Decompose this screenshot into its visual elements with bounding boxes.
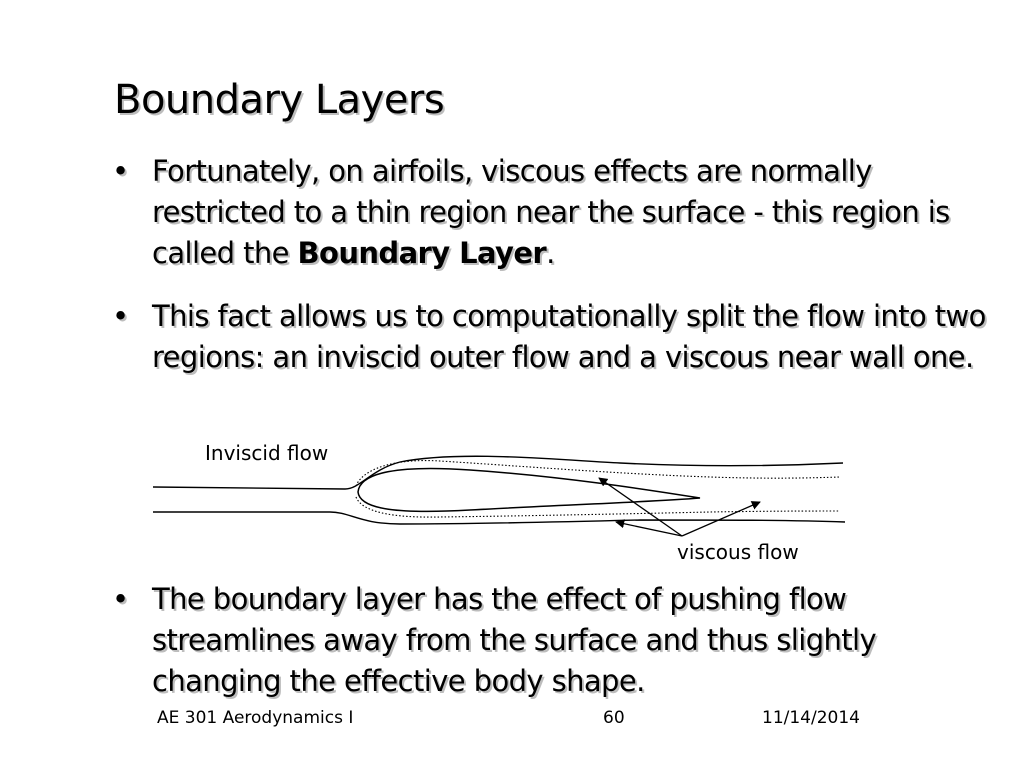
bullet-emphasis: Boundary Layer [297,236,547,270]
bullet-text-end: . [546,236,555,270]
footer-date: 11/14/2014 [762,708,860,728]
bullet-text: Fortunately, on airfoils, viscous effects are normally restricted to a thin region near the surface - this region is called the [152,154,950,270]
bullet-text: This fact allows us to computationally split the flow into two regions: an inviscid outer flow and a viscous near wall one. [152,299,986,374]
inviscid-flow-label: Inviscid flow [205,441,329,465]
slide-title: Boundary Layers [114,77,445,123]
bullet-marker: • [112,582,129,616]
bullet-list-bottom [112,579,992,702]
lower-streamline [153,512,845,524]
footer-page-number: 60 [603,708,625,728]
bullet-effective-body-shape [112,579,992,702]
footer-course: AE 301 Aerodynamics I [157,708,354,728]
viscous-flow-label: viscous flow [677,540,799,564]
bullet-marker: • [112,299,129,333]
bullet-text: The boundary layer has the effect of pushing flow streamlines away from the surface and thus slightly changing the effective body shape. [152,582,877,698]
bullet-marker: • [112,154,129,188]
airfoil-shape [358,468,700,511]
